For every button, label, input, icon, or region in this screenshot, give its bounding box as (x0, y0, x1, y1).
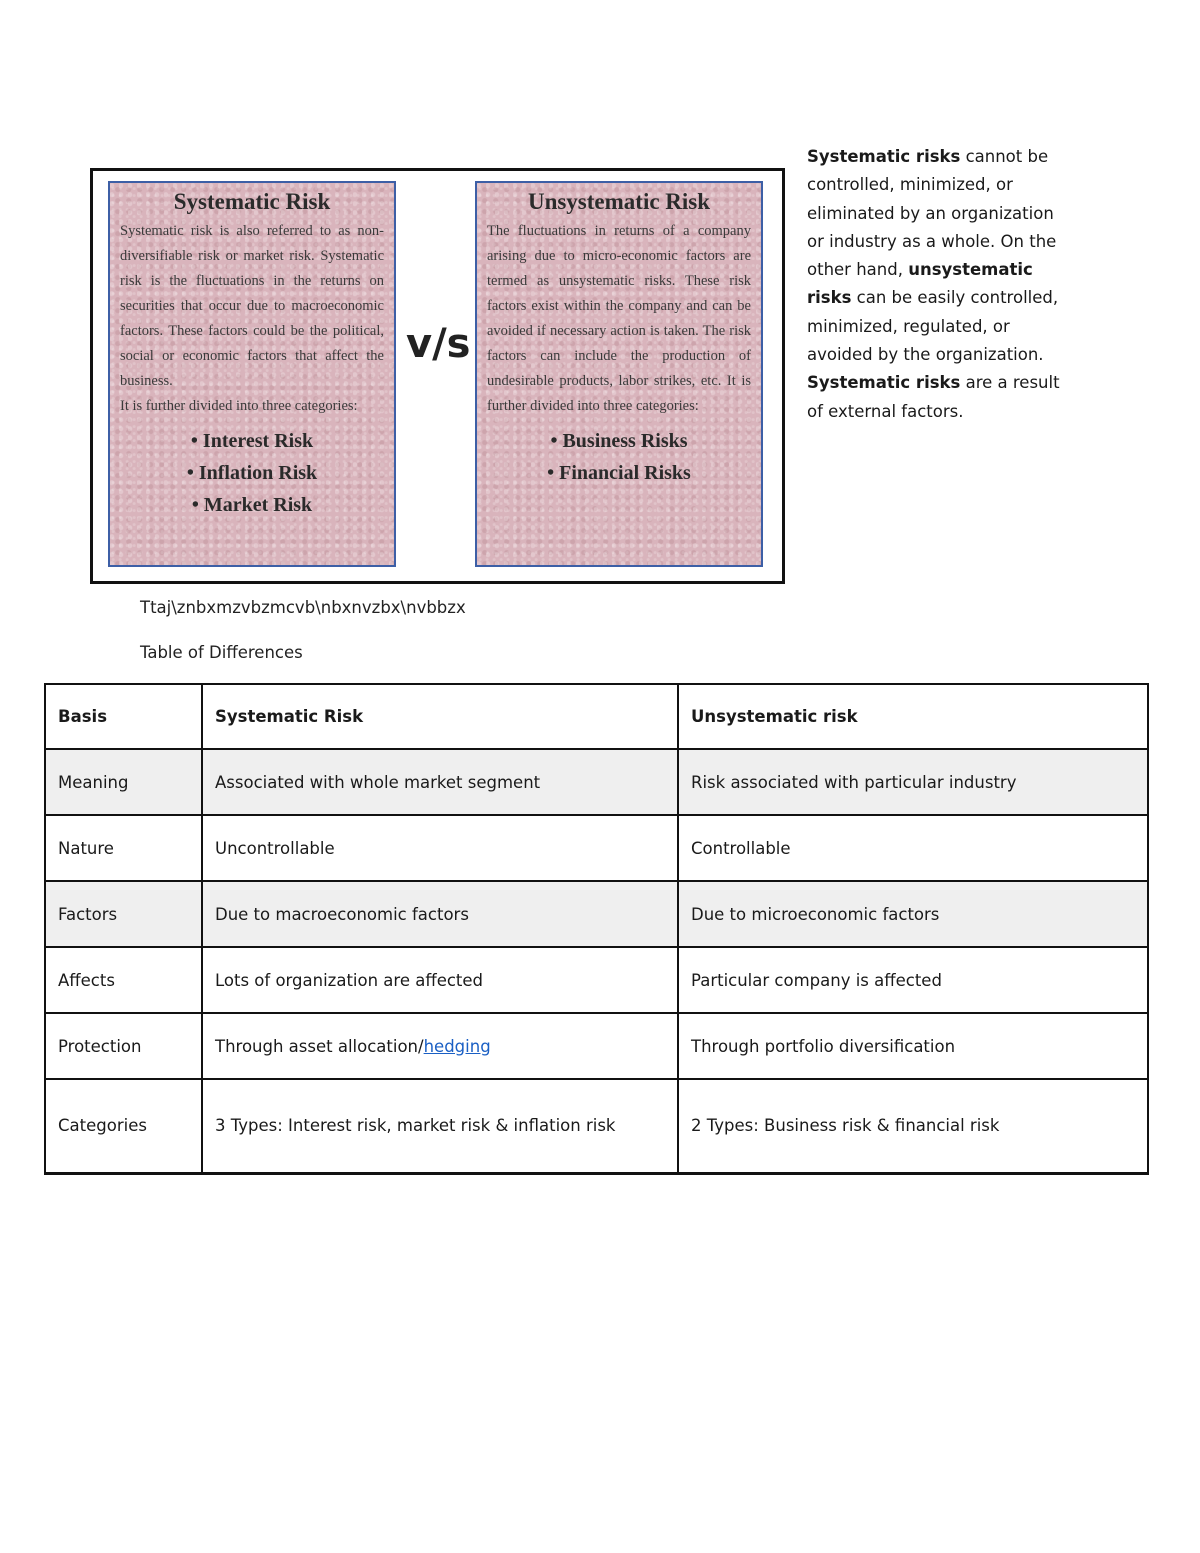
systematic-cell: 3 Types: Interest risk, market risk & inflation risk (202, 1079, 678, 1174)
systematic-risk-title: Systematic Risk (173, 189, 331, 214)
systematic-risk-panel (108, 181, 396, 567)
unsystematic-risk-title: Unsystematic Risk (527, 189, 711, 214)
table-row (45, 881, 1148, 947)
systematic-risk-categories-intro: It is further divided into three categories: (120, 398, 358, 414)
row-label: Categories (45, 1079, 202, 1174)
row-label: Protection (45, 1013, 202, 1079)
bold-term: Systematic risks (807, 373, 961, 393)
protection-text: Through asset allocation/ (215, 1036, 424, 1056)
table-row (45, 749, 1148, 815)
systematic-cell: Due to macroeconomic factors (202, 881, 678, 947)
unsystematic-risk-panel (475, 181, 763, 567)
versus-label: v/s (406, 321, 471, 367)
side-note (807, 143, 1067, 426)
table-header-row (45, 684, 1148, 749)
bold-term: Systematic risks (807, 147, 961, 166)
unsystematic-risk-list (487, 425, 751, 489)
unsystematic-cell: Controllable (678, 815, 1148, 881)
side-note-text: cannot be controlled, minimized, or eliminated by an organization or industry as a whole. On the other hand, (807, 147, 1057, 280)
differences-table (44, 683, 1149, 1175)
list-item: • Market Risk (191, 494, 313, 516)
risk-comparison-figure (90, 168, 785, 584)
table-row (45, 947, 1148, 1013)
unsystematic-cell: Through portfolio diversification (678, 1013, 1148, 1079)
unsystematic-cell: 2 Types: Business risk & financial risk (678, 1079, 1148, 1174)
systematic-risk-description: Systematic risk is also referred to as non-diversifiable risk or market risk. Systematic risk is the fluctuations in the returns on securities that occur due to macroeconomic factors. These factors could be the political, social or economic factors that affect the business. (120, 223, 384, 389)
header-systematic: Systematic Risk (202, 684, 678, 749)
table-caption: Table of Differences (140, 643, 303, 662)
row-label: Nature (45, 815, 202, 881)
side-note-text: can be easily controlled, minimized, regulated, or avoided by the organization. (807, 288, 1059, 365)
table-row (45, 1079, 1148, 1174)
systematic-risk-list (120, 425, 384, 521)
garbled-caption: Ttaj\znbxmzvbzmcvb\nbxnvzbx\nvbbzx (140, 598, 466, 617)
bold-term: unsystematic risks (807, 260, 1033, 308)
list-item: • Financial Risks (547, 462, 691, 484)
header-unsystematic: Unsystematic risk (678, 684, 1148, 749)
list-item: • Business Risks (550, 430, 688, 452)
systematic-cell (202, 1013, 678, 1079)
unsystematic-risk-description: The fluctuations in returns of a company arising due to micro-economic factors are termed as unsystematic risks. These risk factors exist within the company and can be avoided if necessary action is taken. The risk factors can include the production of undesirable products, labor strikes, etc. It is further divided into three categories: (487, 223, 751, 414)
row-label: Affects (45, 947, 202, 1013)
systematic-cell: Uncontrollable (202, 815, 678, 881)
row-label: Factors (45, 881, 202, 947)
list-item: • Interest Risk (190, 430, 314, 452)
systematic-cell: Associated with whole market segment (202, 749, 678, 815)
header-basis: Basis (45, 684, 202, 749)
systematic-cell: Lots of organization are affected (202, 947, 678, 1013)
table-row (45, 815, 1148, 881)
unsystematic-cell: Particular company is affected (678, 947, 1148, 1013)
unsystematic-cell: Due to microeconomic factors (678, 881, 1148, 947)
side-note-text: are a result of external factors. (807, 373, 1060, 421)
row-label: Meaning (45, 749, 202, 815)
table-row (45, 1013, 1148, 1079)
unsystematic-cell: Risk associated with particular industry (678, 749, 1148, 815)
list-item: • Inflation Risk (186, 462, 318, 484)
hedging-link[interactable]: hedging (423, 1036, 491, 1056)
